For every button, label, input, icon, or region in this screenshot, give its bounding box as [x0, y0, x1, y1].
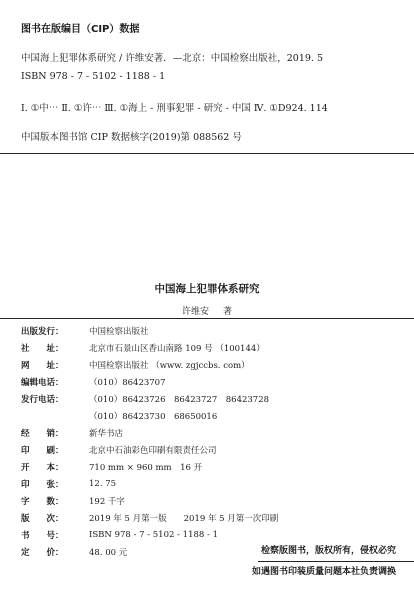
info-label: 定 价：	[21, 547, 64, 558]
info-value: 中国检察出版社 （www. zgjccbs. com）	[89, 360, 250, 371]
info-value: 710 mm × 960 mm 16 开	[89, 462, 203, 473]
info-row	[21, 322, 278, 339]
info-label: 字 数：	[21, 496, 64, 507]
book-title: 中国海上犯罪体系研究	[154, 283, 260, 295]
info-value: （010）86423730 68650016	[89, 411, 218, 422]
info-row	[21, 543, 278, 560]
cip-line-isbn: ISBN 978 - 7 - 5102 - 1188 - 1	[21, 71, 166, 82]
info-value: 2019 年 5 月第一版 2019 年 5 月第一次印刷	[89, 513, 279, 524]
publication-info	[21, 322, 278, 560]
info-row	[21, 492, 278, 509]
info-value: 北京市石景山区香山南路 109 号 （100144）	[89, 343, 265, 354]
divider-footer	[258, 561, 414, 562]
info-label: 经 销：	[21, 428, 64, 439]
cip-line-data-number: 中国版本图书馆 CIP 数据核字(2019)第 088562 号	[21, 132, 242, 143]
info-label: 社 址：	[21, 343, 64, 354]
info-row	[21, 356, 278, 373]
info-row	[21, 424, 278, 441]
info-row	[21, 526, 278, 543]
divider-top	[0, 153, 414, 154]
info-value: （010）86423707	[89, 377, 166, 388]
book-author: 许维安	[181, 307, 209, 317]
info-label: 书 号：	[21, 530, 64, 541]
info-label: 出版发行：	[21, 326, 64, 337]
info-row	[21, 509, 278, 526]
info-value: 北京中石油彩色印刷有限责任公司	[89, 445, 217, 456]
info-label: 发行电话：	[21, 394, 64, 405]
info-row	[21, 339, 278, 356]
info-label: 印 张：	[21, 479, 64, 490]
info-row	[21, 390, 278, 407]
info-label: 编辑电话：	[21, 377, 64, 388]
book-author-role: 著	[223, 307, 233, 317]
cip-heading: 图书在版编目（CIP）数据	[21, 24, 140, 35]
info-row	[21, 441, 278, 458]
info-row	[21, 407, 278, 424]
info-value: 192 千字	[89, 496, 125, 507]
divider-info-top	[0, 318, 414, 319]
info-value: 中国检察出版社	[89, 326, 149, 337]
info-value: ISBN 978 - 7 - 5102 - 1188 - 1	[89, 529, 218, 540]
info-row	[21, 373, 278, 390]
info-label: 印 刷：	[21, 445, 64, 456]
copyright-notice: 检察版图书，版权所有，侵权必究	[260, 546, 396, 556]
quality-notice: 如遇图书印装质量问题本社负责调换	[251, 567, 396, 577]
info-row	[21, 458, 278, 475]
info-row	[21, 475, 278, 492]
cip-line-classification: Ⅰ. ①中⋯ Ⅱ. ①许⋯ Ⅲ. ①海上 - 刑事犯罪 - 研究 - 中国 Ⅳ. ①D924. 114	[21, 103, 328, 114]
info-value: 48. 00 元	[89, 547, 128, 558]
info-label: 版 次：	[21, 513, 64, 524]
book-author-line	[0, 304, 414, 317]
info-label: 开 本：	[21, 462, 64, 473]
info-label: 网 址：	[21, 360, 64, 371]
info-value: 新华书店	[89, 428, 124, 439]
cip-line-title: 中国海上犯罪体系研究 / 许维安著．—北京：中国检察出版社，2019. 5	[21, 53, 324, 64]
info-value: 12. 75	[89, 478, 117, 489]
info-value: （010）86423726 86423727 86423728	[89, 394, 270, 405]
